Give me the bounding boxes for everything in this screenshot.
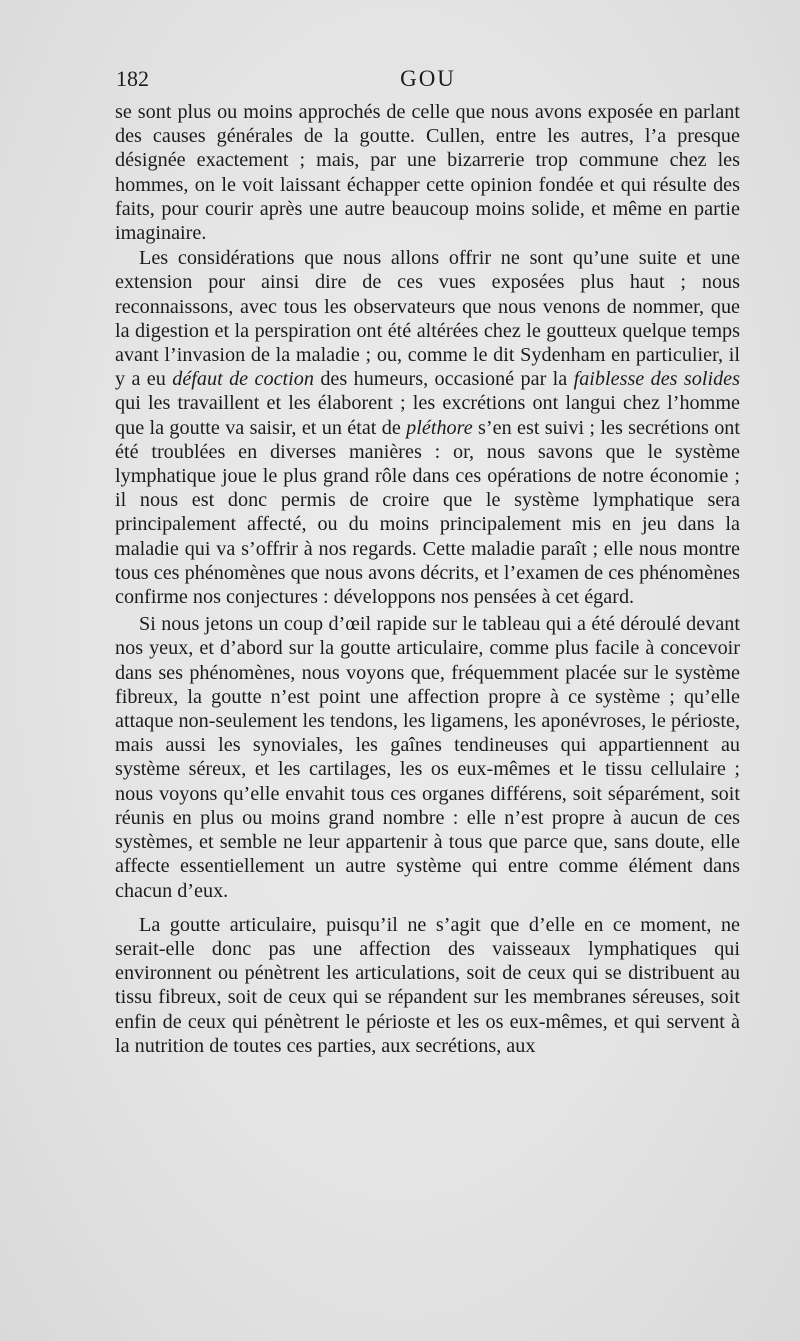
paragraph: Si nous jetons un coup d’œil rapide sur le tableau qui a été déroulé devant nos yeux, et d’abord sur la goutte articulaire, comme plus facile à concevoir dans ses phénomènes, nous voyons que, fréquemment placée sur le système fibreux, la goutte n’est point une affection propre à ce système ; qu’elle attaque non-seulement les tendons, les ligamens, les aponévroses, le périoste, mais aussi les synoviales, les gaînes tendineuses qui appartiennent au système séreux, et les cartilages, les os eux-mêmes et le tissu cellulaire ; nous voyons qu’elle envahit tous ces organes différens, soit séparément, soit réunis en plus ou moins grand nombre : elle n’est propre à aucun de ces systèmes, et semble ne leur appartenir à tous que parce que, sans doute, elle affecte essentiellement un autre système qui entre comme élément dans chacun d’eux. bbox=[115, 613, 740, 902]
italic-term: faiblesse des solides bbox=[573, 368, 740, 391]
paragraph: La goutte articulaire, puisqu’il ne s’agit que d’elle en ce moment, ne serait-elle donc pas une affection des vaisseaux lymphatiques qui environnent ou pénètrent les articulations, soit de ceux qui se distribuent au tissu fibreux, soit de ceux qui se répandent sur les membranes séreuses, soit enfin de ceux qui pénètrent le périoste et les os eux-mêmes, et qui servent à la nutrition de toutes ces parties, aux secrétions, aux bbox=[115, 913, 740, 1057]
paragraph-continuation: se sont plus ou moins approchés de celle que nous avons exposée en parlant des causes générales de la goutte. Cullen, entre les autres, l’a presque désignée exactement ; mais, par une bizarrerie trop commune chez les hommes, on le voit laissant échapper cette opinion fondée et qui résulte des faits, pour courir après une autre beaucoup moins solide, et même en partie imaginaire. bbox=[115, 101, 740, 245]
italic-term: défaut de coction bbox=[172, 368, 314, 391]
paragraph: Les considérations que nous allons offrir ne sont qu’une suite et une extension pour ainsi dire de ces vues exposées plus haut ; nous reconnaissons, avec tous les observateurs que nous venons de nommer, que la digestion et la perspiration ont été altérées chez le goutteux quelque temps avant l’invasion de la maladie ; ou, comme le dit Sydenham en particulier, il y a eu défaut de coction des humeurs, occasioné par la faiblesse des solides qui les travaillent et les élaborent ; les excrétions ont langui chez l’homme que la goutte va saisir, et un état de pléthore s’en est suivi ; les secrétions ont été troublées en diverses manières : or, nous savons que le système lymphatique joue le plus grand rôle dans ces opérations de notre économie ; il nous est donc permis de croire que le système lymphatique sera principalement affecté, ou du moins principalement mis en jeu dans la maladie qui va s’offrir à nos regards. Cette maladie paraît ; elle nous montre tous ces phénomènes que nous avons décrits, et l’examen de ces phénomènes confirme nos conjectures : développons nos pensées à cet égard. bbox=[115, 247, 741, 609]
running-head: GOU bbox=[400, 66, 456, 91]
body-text bbox=[115, 100, 740, 1058]
italic-term: pléthore bbox=[406, 416, 473, 439]
page-number: 182 bbox=[116, 66, 149, 91]
page-header bbox=[112, 66, 744, 96]
